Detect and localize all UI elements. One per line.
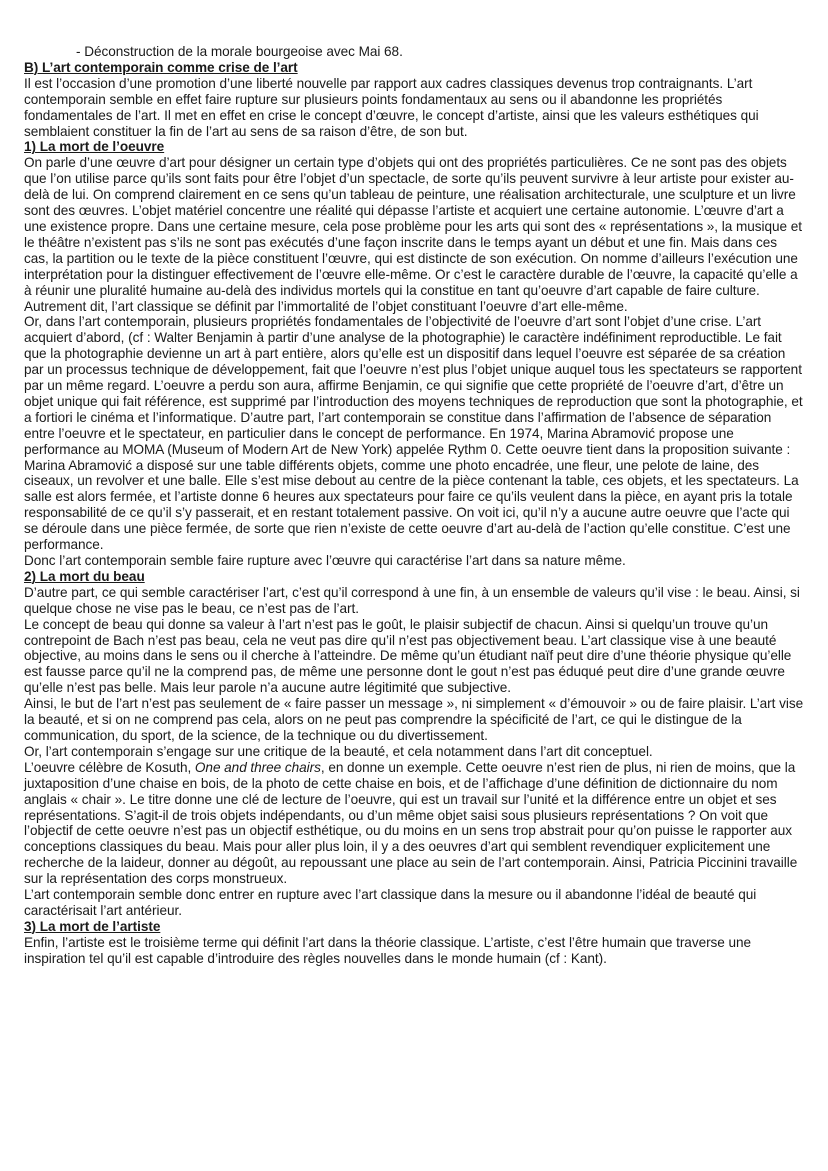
- artwork-title: One and three chairs: [194, 759, 321, 775]
- paragraph: Ainsi, le but de l’art n’est pas seulement de « faire passer un message », ni simplement « d’émouvoir » ou de faire plaisir. L’art vise la beauté, et si on ne comprend pas cela, alors on ne peut pas comprendre la spécificité de l’art, ce qui le distingue de la communication, du sport, de la science, de la technique ou du divertissement.: [24, 696, 804, 743]
- bullet-item: - Déconstruction de la morale bourgeoise avec Mai 68.: [76, 44, 403, 59]
- section-heading-3: 3) La mort de l’artiste: [24, 918, 161, 934]
- paragraph: On parle d’une œuvre d’art pour désigner un certain type d’objets qui ont des propriétés particulières. Ce ne sont pas des objets que l’on utilise parce qu’ils sont faits pour être l’objet d’un spectacle, de sorte qu’ils peuvent survivre à leur artiste pour exister au-delà de lui. On comprend clairement en ce sens qu’un tableau de peinture, une réalisation architecturale, une sculpture et un livre sont des œuvres. L’objet matériel concentre une réalité qui dépasse l’artiste et acquiert une certaine autonomie. L’œuvre d’art a une existence propre. Dans une certaine mesure, cela pose problème pour les arts qui sont des « représentations », la musique et le théâtre n’existent pas s’ils ne sont pas exécutés d’une façon inscrite dans le temps ayant un début et une fin. Mais dans ces cas, la partition ou le texte de la pièce constituent l’œuvre, qui est distincte de son exécution. On nomme d’ailleurs l’exécution une interprétation pour la distinguer effectivement de l’œuvre elle-même. Or c’est le caractère durable de l’œuvre, la capacité qu’elle a à réunir une pluralité humaine au-delà des individus mortels qui la constitue en tant qu’oeuvre d’art capable de faire culture. Autrement dit, l’art classique se définit par l’immortalité de l’objet constituant l’oeuvre d’art elle-même.: [24, 155, 802, 314]
- paragraph: Enfin, l’artiste est le troisième terme qui définit l’art dans la théorie classique. L’artiste, c’est l’être humain que traverse une inspiration tel qu’il est capable d’introduire des règles nouvelles dans le monde humain (cf : Kant).: [24, 934, 752, 966]
- paragraph: Le concept de beau qui donne sa valeur à l’art n’est pas le goût, le plaisir subjectif de chacun. Ainsi si quelqu’un trouve qu’un contrepoint de Bach n’est pas beau, cela ne veut pas dire qu’il n’est pas objectivement beau. L’art classique vise à une beauté objective, au moins dans le sens ou il cherche à l’atteindre. De même qu’un étudiant naïf peut dire d’une théorie physique qu’elle est fausse parce qu’il ne la comprend pas, de même une personne dont le gout n’est pas éduqué peut dire d’une grande œuvre qu’elle n’est pas belle. Mais leur parole n’a aucune autre légitimité que subjective.: [24, 616, 792, 696]
- text-run: L’oeuvre célèbre de Kosuth,: [24, 759, 195, 775]
- document-page: [24, 44, 804, 967]
- paragraph: Or, dans l’art contemporain, plusieurs propriétés fondamentales de l’objectivité de l’oeuvre d’art sont l’objet d’une crise. L’art acquiert d’abord, (cf : Walter Benjamin à partir d’une analyse de la photographie) le caractère indéfiniment reproductible. Le fait que la photographie devienne un art à part entière, alors qu’elle est un dispositif dans lequel l’oeuvre est séparée de sa création par un processus technique de développement, fait que l’oeuvre n’est plus l’objet unique auquel tous les spectateurs se rapportent par un même regard. L’oeuvre a perdu son aura, affirme Benjamin, ce qui signifie que cette propriété de l’oeuvre d’art, d’être un objet unique qui fait référence, est supprimé par l’introduction des moyens techniques de reproduction que sont la photographie, et a fortiori le cinéma et l’informatique. D’autre part, l’art contemporain se constitue dans l’affirmation de l’absence de séparation entre l’oeuvre et le spectateur, en particulier dans le concept de performance. En 1974, Marina Abramović propose une performance au MOMA (Museum of Modern Art de New York) appelée Rythm 0. Cette oeuvre tient dans la proposition suivante : Marina Abramović a disposé sur une table différents objets, comme une photo encadrée, une fleur, une pelote de laine, des ciseaux, un revolver et une balle. Elle s’est mise debout au centre de la pièce contenant la table, ces objets, et les spectateurs. La salle est alors fermée, et l’artiste donne 6 heures aux spectateurs pour faire ce qu’ils veulent dans la pièce, en ayant pris la totale responsabilité de ce qu’il s’y passerait, et en restant totalement passive. On voit ici, qu’il n’y a aucune autre oeuvre que l’acte qui se déroule dans une pièce fermée, de sorte que rien n’existe de cette oeuvre d’art au-delà de l’action qu’elle constitue. C’est une performance.: [24, 314, 803, 553]
- section-heading-b: B) L’art contemporain comme crise de l’art: [24, 59, 298, 75]
- paragraph: [24, 760, 804, 887]
- paragraph: Il est l’occasion d’une promotion d’une liberté nouvelle par rapport aux cadres classiques devenus trop contraignants. L’art contemporain semble en effet faire rupture sur plusieurs points fondamentaux au sens ou il abandonne les propriétés fondamentales de l’art. Il met en effet en crise le concept d’œuvre, le concept d’artiste, ainsi que les valeurs esthétiques qui semblaient constituer la fin de l’art au sens de sa raison d’être, de son but.: [24, 75, 759, 139]
- text-run: , en donne un exemple. Cette oeuvre n’est rien de plus, ni rien de moins, que la juxtaposition d’une chaise en bois, de la photo de cette chaise en bois, et de l’affichage d’une définition de dictionnaire du nom anglais « chair ». Le titre donne une clé de lecture de l’oeuvre, qui est un travail sur l’unité et la différence entre un objet et ses représentations. S’agit-il de trois objets indépendants, ou d’un même objet saisi sous plusieurs représentations ? On voit que l’objectif de cette oeuvre n’est pas un objectif esthétique, ou du moins en un sens trop abstrait pour qu’on puisse le rapporter aux conceptions classiques du beau. Mais pour aller plus loin, il y a des oeuvres d’art qui semblent revendiquer explicitement une recherche de la laideur, donner au dégoût, au repoussant une place au sein de l’art contemporain. Ainsi, Patricia Piccinini travaille sur la représentation des corps monstrueux.: [24, 759, 798, 887]
- section-heading-2: 2) La mort du beau: [24, 568, 145, 584]
- paragraph: Donc l’art contemporain semble faire rupture avec l’œuvre qui caractérise l’art dans sa nature même.: [24, 553, 626, 568]
- section-heading-1: 1) La mort de l’oeuvre: [24, 139, 165, 155]
- paragraph: D’autre part, ce qui semble caractériser l’art, c’est qu’il correspond à une fin, à un ensemble de valeurs qu’il vise : le beau. Ainsi, si quelque chose ne vise pas le beau, ce n’est pas de l’art.: [24, 584, 800, 616]
- paragraph: Or, l’art contemporain s’engage sur une critique de la beauté, et cela notamment dans l’art dit conceptuel.: [24, 743, 653, 759]
- paragraph: L’art contemporain semble donc entrer en rupture avec l’art classique dans la mesure ou il abandonne l’idéal de beauté qui caractérisait l’art antérieur.: [24, 887, 757, 918]
